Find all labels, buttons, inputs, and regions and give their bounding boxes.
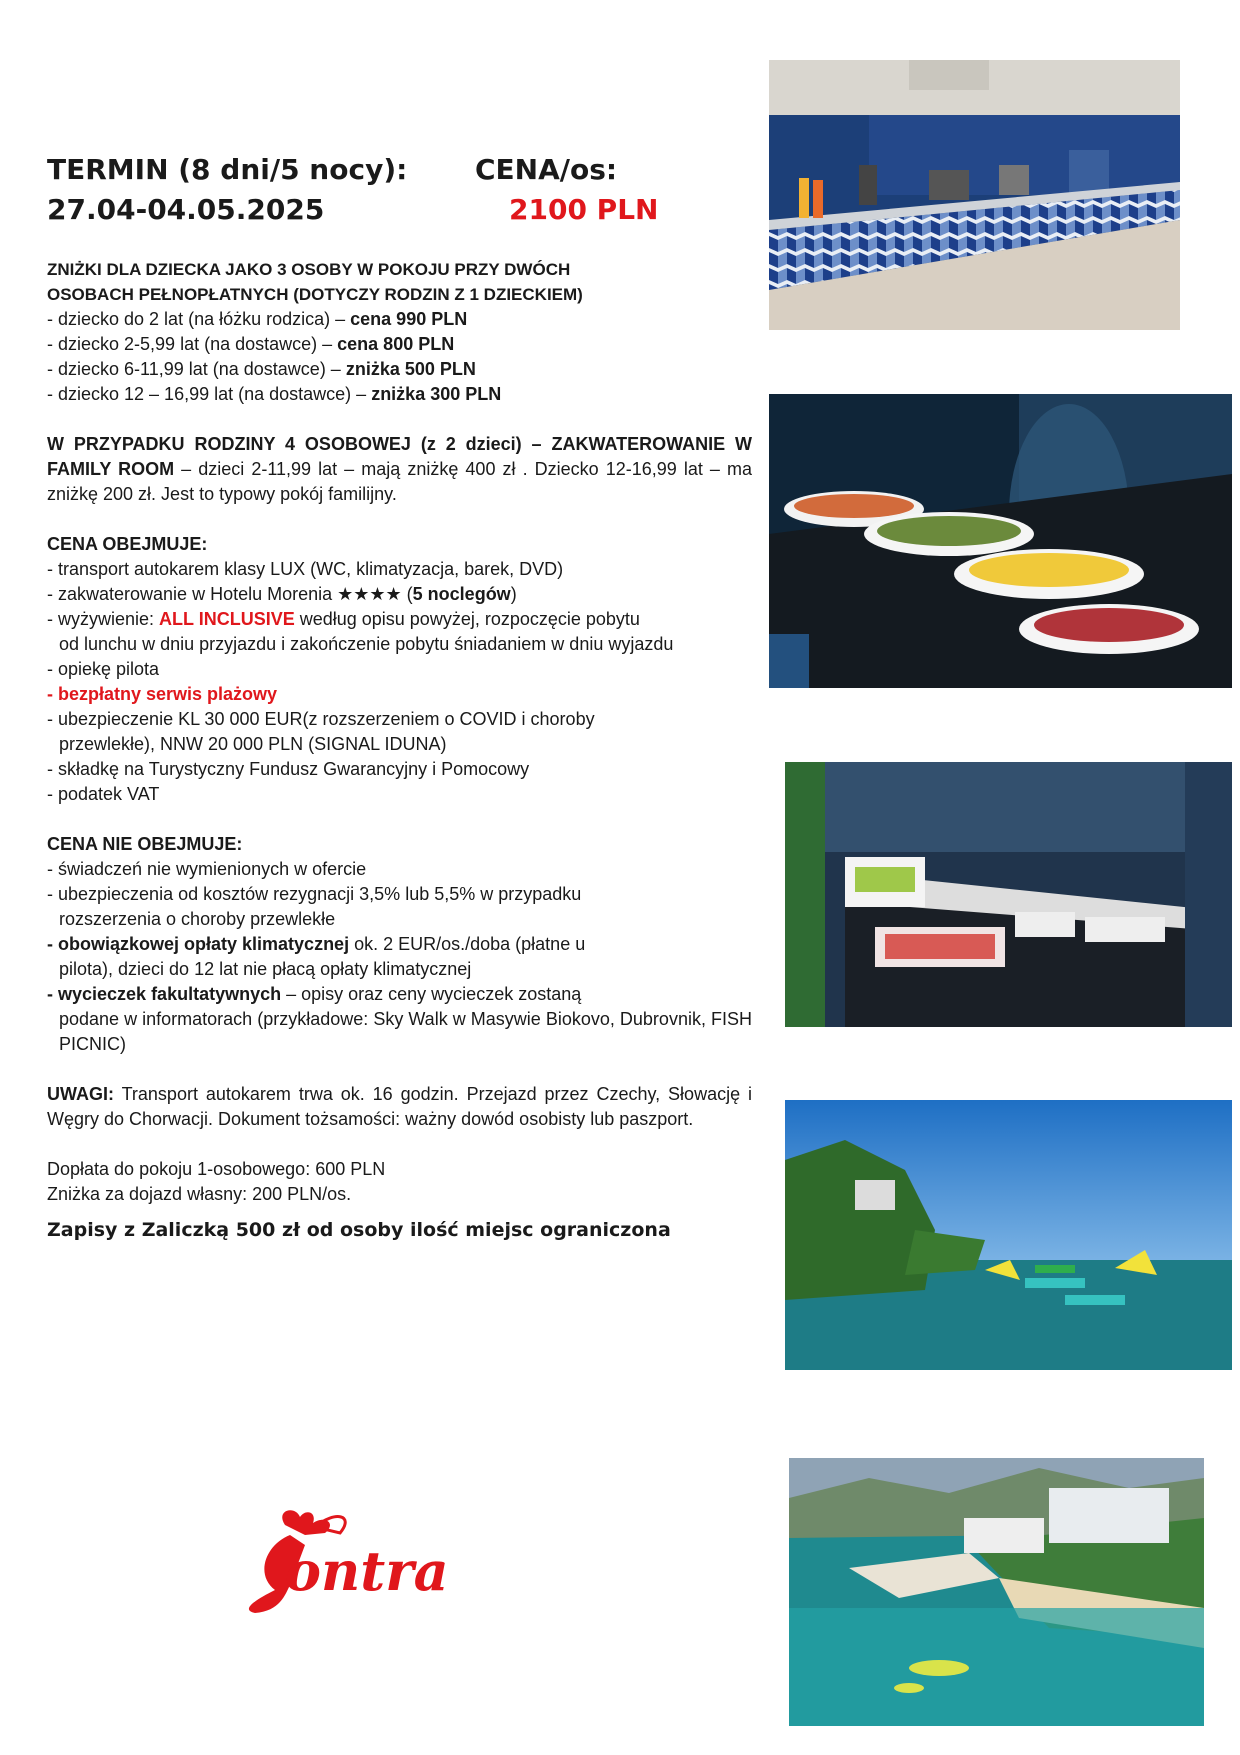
child-discounts-heading-1: ZNIŻKI DLA DZIECKA JAKO 3 OSOBY W POKOJU PRZY DWÓCH (47, 260, 571, 279)
includes-insurance: - ubezpieczenie KL 30 000 EUR(z rozszerzeniem o COVID i choroby (47, 709, 595, 729)
child-discounts-section (47, 257, 752, 407)
includes-section (47, 532, 752, 807)
child-discount-item: - dziecko 2-5,99 lat (na dostawce) – cena 800 PLN (47, 334, 455, 354)
price-label: CENA/os: (475, 153, 618, 186)
includes-vat: - podatek VAT (47, 784, 160, 804)
kontra-logo (245, 1505, 477, 1617)
sea-waterpark-photo (785, 1100, 1232, 1370)
family-room-text: – dzieci 2-11,99 lat – mają zniżkę 400 zł . Dziecko 12-16,99 lat – ma zniżkę 200 zł. Jest to typowy pokój familijny. (47, 459, 753, 504)
notes-label: UWAGI: (47, 1084, 114, 1104)
includes-fund: - składkę na Turystyczny Fundusz Gwarancyjny i Pomocowy (47, 759, 530, 779)
includes-insurance-detail: przewlekłe), NNW 20 000 PLN (SIGNAL IDUNA) (59, 734, 447, 754)
single-room-surcharge: Dopłata do pokoju 1-osobowego: 600 PLN (47, 1159, 386, 1179)
child-discount-item: - dziecko 12 – 16,99 lat (na dostawce) – zniżka 300 PLN (47, 384, 502, 404)
excludes-heading: CENA NIE OBEJMUJE: (47, 834, 243, 854)
offer-header (47, 150, 752, 230)
notes-section (47, 1082, 752, 1132)
excludes-climate-fee: - obowiązkowej opłaty klimatycznej ok. 2 EUR/os./doba (płatne u (47, 934, 586, 954)
excludes-section (47, 832, 752, 1057)
term-label: TERMIN (8 dni/5 nocy): (47, 153, 408, 186)
includes-transport: - transport autokarem klasy LUX (WC, klimatyzacja, barek, DVD) (47, 559, 564, 579)
term-dates: 27.04-04.05.2025 (47, 193, 325, 226)
includes-board-detail: od lunchu w dniu przyjazdu i zakończenie pobytu śniadaniem w dniu wyjazdu (59, 634, 674, 654)
buffet-food-photo (769, 394, 1232, 688)
notes-text: Transport autokarem trwa ok. 16 godzin. Przejazd przez Czechy, Słowację i Węgry do Chorwacji. Dokument tożsamości: ważny dowód osobisty lub paszport. (47, 1084, 752, 1129)
buffet-counter-photo (769, 60, 1180, 330)
excludes-cancellation-detail: rozszerzenia o choroby przewlekłe (59, 909, 336, 929)
restaurant-buffet-photo (785, 762, 1232, 1027)
offer-text-column (47, 150, 752, 1241)
includes-beach-service: - bezpłatny serwis plażowy (47, 684, 278, 704)
includes-heading: CENA OBEJMUJE: (47, 534, 208, 554)
price-value: 2100 PLN (509, 193, 659, 226)
extras-section (47, 1157, 752, 1207)
logo-wordmark: ontra (285, 1539, 449, 1603)
excludes-services: - świadczeń nie wymienionych w ofercie (47, 859, 367, 879)
aerial-resort-photo (789, 1458, 1204, 1726)
excludes-trips-detail: podane w informatorach (przykładowe: Sky Walk w Masywie Biokovo, Dubrovnik, FISH PICNIC) (59, 1009, 752, 1054)
family-room-heading: W PRZYPADKU RODZINY 4 OSOBOWEJ (z 2 dzieci) – ZAKWATEROWANIE W FAMILY ROOM (47, 434, 752, 479)
child-discount-item: - dziecko 6-11,99 lat (na dostawce) – zniżka 500 PLN (47, 359, 476, 379)
excludes-cancellation: - ubezpieczenia od kosztów rezygnacji 3,5% lub 5,5% w przypadku (47, 884, 582, 904)
includes-hotel: - zakwaterowanie w Hotelu Morenia ★★★★ (5 noclegów) (47, 584, 517, 604)
includes-board: - wyżywienie: ALL INCLUSIVE według opisu powyżej, rozpoczęcie pobytu (47, 609, 640, 629)
excludes-climate-detail: pilota), dzieci do 12 lat nie płacą opłaty klimatycznej (59, 959, 472, 979)
signup-note: Zapisy z Zaliczką 500 zł od osoby ilość miejsc ograniczona (47, 1219, 671, 1241)
own-transport-discount: Zniżka za dojazd własny: 200 PLN/os. (47, 1184, 352, 1204)
includes-pilot: - opiekę pilota (47, 659, 160, 679)
child-discount-item: - dziecko do 2 lat (na łóżku rodzica) – cena 990 PLN (47, 309, 468, 329)
child-discounts-heading-2: OSOBACH PEŁNOPŁATNYCH (DOTYCZY RODZIN Z 1 DZIECKIEM) (47, 285, 583, 304)
excludes-trips: - wycieczek fakultatywnych – opisy oraz ceny wycieczek zostaną (47, 984, 582, 1004)
family-room-section (47, 432, 752, 507)
